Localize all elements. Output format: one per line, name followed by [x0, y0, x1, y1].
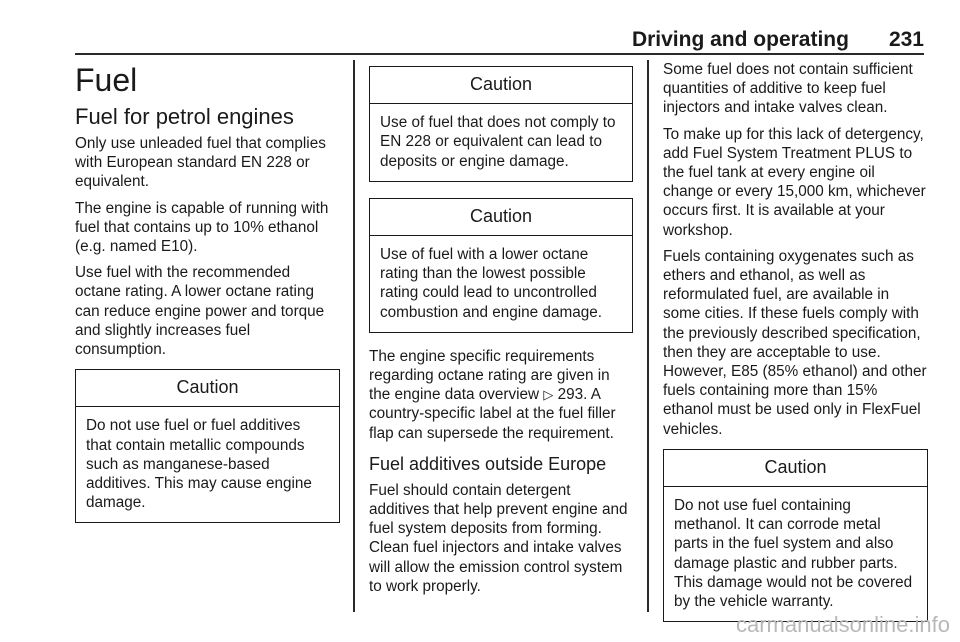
caution-title: Caution [370, 67, 632, 104]
watermark: carmanualsonline.info [735, 612, 950, 637]
paragraph: To make up for this lack of detergency, add Fuel System Treatment PLUS to the fuel tank at every engine oil change or every 15,000 km, whichever occurs first. It is available at your workshop. [663, 125, 926, 239]
page-reference[interactable]: 293 [557, 386, 584, 404]
page-number: 231 [888, 28, 924, 51]
column-divider-1 [353, 60, 355, 612]
paragraph: Fuels containing oxygenates such as ethers and ethanol, as well as reformulated fuel, are available in some cities. If these fuels comply with the previously described specification, then they are acceptable to use. However, E85 (85% ethanol) and other fuels containing more than 15% ethanol must be used only in FlexFuel vehicles. [663, 247, 927, 438]
section-title: Driving and operating [631, 28, 849, 51]
caution-body: Do not use fuel containing methanol. It can corrode metal parts in the fuel system and also damage plastic and rubber parts. This damage would not be covered by the vehicle warranty. [674, 497, 913, 611]
caution-body: Use of fuel with a lower octane rating than the lowest possible rating could lead to uncontrolled combustion and engine damage. [380, 246, 602, 321]
page-header [632, 28, 924, 52]
paragraph: Some fuel does not contain sufficient quantities of additive to keep fuel injectors and intake valves clean. [663, 61, 913, 117]
paragraph: Fuel should contain detergent additives that help prevent engine and fuel system deposits from forming. Clean fuel injectors and intake valves will allow the emission control system to work properly. [369, 481, 628, 595]
section-heading: Fuel additives outside Europe [369, 453, 607, 474]
caution-body: Use of fuel that does not comply to EN 228 or equivalent can lead to deposits or engine damage. [380, 114, 616, 170]
column-1 [75, 60, 340, 535]
caution-box [369, 198, 633, 333]
section-heading: Fuel for petrol engines [75, 104, 294, 129]
caution-title: Caution [76, 370, 339, 407]
caution-box [663, 449, 928, 622]
column-3 [663, 60, 928, 634]
header-rule [75, 53, 924, 55]
paragraph: The engine is capable of running with fuel that contains up to 10% ethanol (e.g. named E10). [75, 199, 329, 256]
column-2 [369, 60, 633, 603]
caution-box [75, 369, 340, 523]
page-reference-arrow-icon: ▷ [543, 387, 554, 403]
caution-title: Caution [370, 199, 632, 236]
paragraph: Only use unleaded fuel that complies with European standard EN 228 or equivalent. [75, 135, 326, 191]
caution-box [369, 66, 633, 182]
paragraph: The engine specific requirements regarding octane rating are given in the engine data overview ▷ 293. A country-specific label at the fuel filler flap can supersede the requirement. [369, 347, 616, 442]
page-title: Fuel [75, 62, 138, 98]
caution-body: Do not use fuel or fuel additives that contain metallic compounds such as manganese-based additives. This may cause engine damage. [86, 417, 312, 512]
paragraph: Use fuel with the recommended octane rating. A lower octane rating can reduce engine power and torque and slightly increases fuel consumption. [75, 264, 325, 359]
column-divider-2 [647, 60, 649, 612]
caution-title: Caution [664, 450, 927, 487]
